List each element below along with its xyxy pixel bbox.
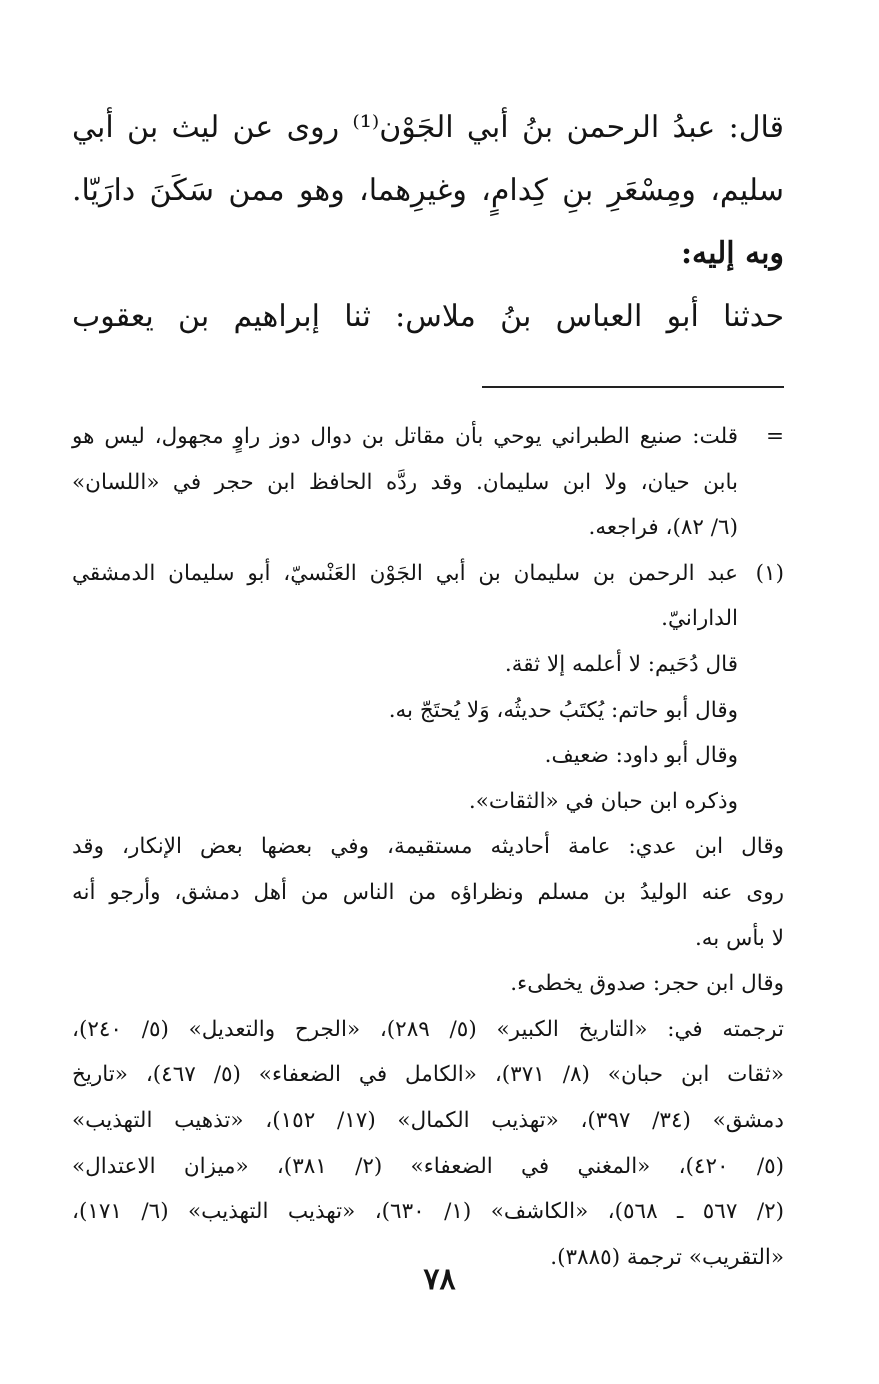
main-line-2: سليم، ومِسْعَرِ بنِ كِدامٍ، وغيرِهما، وهو ممن سَكَنَ دارَيّا. <box>72 173 784 208</box>
footnote-line: وقال ابن عدي: عامة أحاديثه مستقيمة، وفي بعضها بعض الإنكار، وقد <box>72 834 784 860</box>
footnote-number: (١) <box>755 560 784 586</box>
continuation-marker: = <box>765 424 784 449</box>
main-text <box>72 96 784 348</box>
main-line-4: حدثنا أبو العباس بنُ ملاس: ثنا إبراهيم بن يعقوب <box>72 299 784 334</box>
footnote-line: روى عنه الوليدُ بن مسلم ونظراؤه من الناس من أهل دمشق، وأرجو أنه <box>72 879 784 905</box>
footnote-line: الدارانيّ. <box>661 606 738 632</box>
footnote-line: وقال ابن حجر: صدوق يخطىء. <box>510 971 784 997</box>
footnote-line: وقال أبو داود: ضعيف. <box>544 743 738 769</box>
footnote-line: «التقريب» ترجمة (٣٨٨٥). <box>550 1244 784 1270</box>
page-number: ٧٨ <box>423 1262 456 1297</box>
footnote-line: «ثقات ابن حبان» (٨/ ٣٧١)، «الكامل في الضعفاء» (٥/ ٤٦٧)، «تاريخ <box>72 1062 784 1088</box>
footnote-line: ترجمته في: «التاريخ الكبير» (٥/ ٢٨٩)، «الجرح والتعديل» (٥/ ٢٤٠)، <box>72 1016 785 1042</box>
footnote-line: قلت: صنيع الطبراني يوحي بأن مقاتل بن دوال دوز راوٍ مجهول، ليس هو <box>72 424 738 449</box>
footnote-1-continued <box>72 824 784 1280</box>
footnote-line: (٢/ ٥٦٧ ـ ٥٦٨)، «الكاشف» (١/ ٦٣٠)، «تهذيب التهذيب» (٦/ ١٧١)، <box>72 1199 785 1225</box>
footnote-1 <box>72 551 784 825</box>
footnote-continued <box>72 414 784 551</box>
footnote-separator <box>482 386 784 388</box>
footnote-line: بابن حيان، ولا ابن سليمان. وقد ردَّه الحافظ ابن حجر في «اللسان» <box>72 469 738 495</box>
footnote-line: (٦/ ٨٢)، فراجعه. <box>588 515 738 541</box>
footnote-line: عبد الرحمن بن سليمان بن أبي الجَوْن العَنْسيّ، أبو سليمان الدمشقي <box>72 560 738 586</box>
section-heading: وبه إليه: <box>680 236 784 271</box>
footnotes <box>72 414 784 1280</box>
footnote-line: قال دُحَيم: لا أعلمه إلا ثقة. <box>504 651 738 677</box>
footnote-line: (٥/ ٤٢٠)، «المغني في الضعفاء» (٢/ ٣٨١)، «ميزان الاعتدال» <box>72 1153 785 1179</box>
footnote-line: لا بأس به. <box>694 925 784 951</box>
footnote-line: وذكره ابن حبان في «الثقات». <box>468 788 738 814</box>
footnote-line: وقال أبو حاتم: يُكتَبُ حديثُه، وَلا يُحتَجّ به. <box>388 697 738 723</box>
footnote-line: دمشق» (٣٤/ ٣٩٧)، «تهذيب الكمال» (١٧/ ١٥٢)، «تذهيب التهذيب» <box>72 1107 784 1133</box>
main-line-1: قال: عبدُ الرحمن بنُ أبي الجَوْن⁽¹⁾ روى عن ليث بن أبي <box>72 110 784 145</box>
